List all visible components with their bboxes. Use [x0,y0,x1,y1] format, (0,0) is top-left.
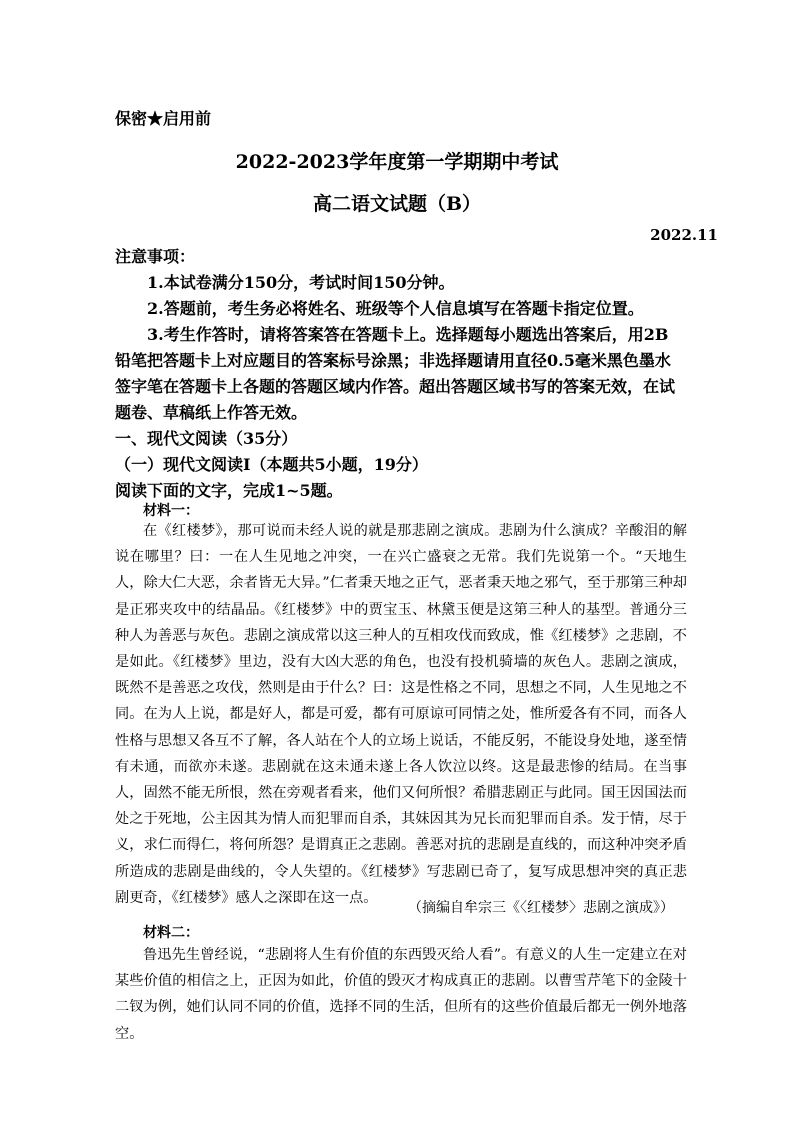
exam-date: 2022.11 [650,226,718,244]
exam-title: 2022-2023学年度第一学期期中考试 [235,151,559,173]
material-1-body [115,518,687,911]
notice-block [115,244,683,504]
material-1-source: （摘编自牟宗三《〈红楼梦〉悲剧之演成》） [408,900,674,916]
section-title: 一、现代文阅读（35分） [115,429,298,448]
notice-item-1: 1.本试卷满分150分，考试时间150分钟。 [147,273,455,292]
material-1-label: 材料一： [143,503,199,519]
confidential-mark: 保密★启用前 [115,109,212,128]
material-2-body [115,942,687,1047]
material-1-text: 在《红楼梦》，那可说而未经人说的就是那悲剧之演成。悲剧为什么演成？辛酸泪的解说在哪里？曰：一在人生见地之冲突，一在兴亡盛衰之无常。我们先说第一个。“天地生人，除大仁大恶，余者皆无大异。”仁者秉天地之正气，恶者秉天地之邪气，至于那第三种却是正邪夹攻中的结晶品。《红楼梦》中的贾宝玉、林黛玉便是这第三种人的基型。普通分三种人为善恶与灰色。悲剧之演成常以这三种人的互相攻伐而致成，惟《红楼梦》之悲剧，不是如此。《红楼梦》里边，没有大凶大恶的角色，也没有投机骑墙的灰色人。悲剧之演成，既然不是善恶之攻伐，然则是由于什么？曰：这是性格之不同，思想之不同，人生见地之不同。在为人上说，都是好人，都是可爱，都有可原谅可同情之处，惟所爱各有不同，而各人性格与思想又各互不了解，各人站在个人的立场上说话，不能反躬，不能设身处地，遂至情有未通，而欲亦未遂。悲剧就在这未通未遂上各人饮泣以终。这是最悲惨的结局。在当事人，固然不能无所恨，然在旁观者看来，他们又何所恨？希腊悲剧正与此同。国王因国法而处之于死地，公主因其为情人而犯罪而自杀，其妹因其为兄长而犯罪而自杀。发于情，尽于义，求仁而得仁，将何所怨？是谓真正之悲剧。善恶对抗的悲剧是直线的，而这种冲突矛盾所造成的悲剧是曲线的，令人失望的。《红楼梦》写悲剧已奇了，复写成思想冲突的真正悲剧更奇，《红楼梦》感人之深即在这一点。 [115,523,687,906]
reading-instruction: 阅读下面的文字，完成1~5题。 [115,481,343,500]
subsection-title: （一）现代文阅读Ⅰ（本题共5小题，19分） [115,455,428,474]
material-2-text: 鲁迅先生曾经说，“悲剧将人生有价值的东西毁灭给人看”。有意义的人生一定建立在对某些价值的相信之上，正因为如此，价值的毁灭才构成真正的悲剧。以曹雪芹笔下的金陵十二钗为例，她们认同不同的价值，选择不同的生活，但所有的这些价值最后都无一例外地落空。 [115,947,687,1042]
exam-subtitle: 高二语文试题（B） [312,193,482,215]
notice-heading: 注意事项： [115,247,196,266]
notice-item-2: 2.答题前，考生务必将姓名、班级等个人信息填写在答题卡指定位置。 [147,299,644,318]
notice-item-3: 3.考生作答时，请将答案答在答题卡上。选择题每小题选出答案后，用2B铅笔把答题卡上对应题目的答案标号涂黑；非选择题请用直径0.5毫米黑色墨水签字笔在答题卡上各题的答题区域内作答。超出答题区域书写的答案无效，在试题卷、草稿纸上作答无效。 [115,325,676,422]
material-2-label: 材料二： [143,925,199,941]
